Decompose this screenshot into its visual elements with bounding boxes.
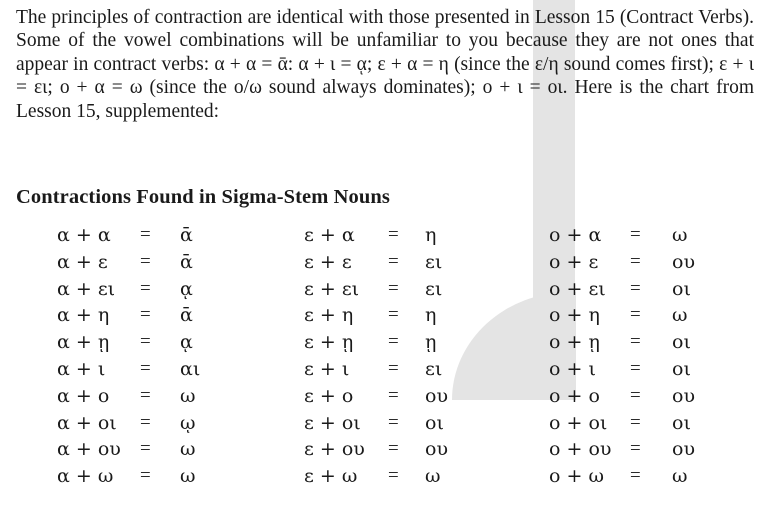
contraction-input: ο + ι	[549, 358, 596, 380]
equals-sign: =	[630, 278, 641, 299]
contraction-input: ε + οι	[304, 412, 361, 434]
contraction-result: ω	[672, 224, 688, 246]
contraction-input: α + α	[57, 224, 111, 246]
equals-sign: =	[140, 278, 151, 299]
equals-sign: =	[630, 358, 641, 379]
equals-sign: =	[140, 304, 151, 325]
contraction-result: η	[425, 224, 437, 246]
contraction-input: ο + ου	[549, 438, 612, 460]
contraction-input: ο + οι	[549, 412, 608, 434]
contraction-input: ε + ου	[304, 438, 365, 460]
equals-sign: =	[140, 412, 151, 433]
contraction-result: ου	[672, 385, 695, 407]
contraction-input: ο + α	[549, 224, 602, 246]
contraction-result: οι	[672, 278, 691, 300]
contraction-result: ῳ	[180, 412, 196, 434]
contraction-result: οι	[672, 358, 691, 380]
contraction-result: ω	[180, 438, 196, 460]
contraction-input: α + ω	[57, 465, 114, 487]
equals-sign: =	[388, 331, 399, 352]
contraction-input: ε + ω	[304, 465, 358, 487]
contraction-input: α + ε	[57, 251, 108, 273]
equals-sign: =	[140, 358, 151, 379]
equals-sign: =	[140, 331, 151, 352]
equals-sign: =	[630, 224, 641, 245]
equals-sign: =	[630, 438, 641, 459]
contraction-input: ε + ι	[304, 358, 350, 380]
contraction-result: ει	[425, 278, 443, 300]
contraction-input: ε + α	[304, 224, 355, 246]
contraction-input: ο + ω	[549, 465, 604, 487]
contraction-input: ο + η	[549, 304, 600, 326]
contraction-input: ο + ῃ	[549, 331, 600, 353]
contraction-input: α + ει	[57, 278, 116, 300]
chart-heading: Contractions Found in Sigma-Stem Nouns	[16, 186, 390, 208]
equals-sign: =	[630, 251, 641, 272]
equals-sign: =	[388, 412, 399, 433]
equals-sign: =	[388, 224, 399, 245]
equals-sign: =	[140, 438, 151, 459]
equals-sign: =	[388, 251, 399, 272]
equals-sign: =	[388, 278, 399, 299]
equals-sign: =	[388, 358, 399, 379]
equals-sign: =	[388, 385, 399, 406]
contraction-result: ου	[425, 385, 448, 407]
equals-sign: =	[140, 385, 151, 406]
equals-sign: =	[630, 331, 641, 352]
contraction-result: ᾱ	[180, 224, 193, 246]
contraction-input: ε + ε	[304, 251, 352, 273]
contraction-result: ᾱ	[180, 251, 193, 273]
contraction-result: ου	[425, 438, 448, 460]
contraction-result: ω	[425, 465, 441, 487]
contraction-input: ε + η	[304, 304, 354, 326]
contraction-result: ᾱ	[180, 304, 193, 326]
contraction-result: ου	[672, 251, 695, 273]
equals-sign: =	[630, 465, 641, 486]
contraction-result: οι	[425, 412, 444, 434]
contraction-input: ε + ῃ	[304, 331, 354, 353]
equals-sign: =	[140, 251, 151, 272]
equals-sign: =	[140, 465, 151, 486]
equals-sign: =	[388, 438, 399, 459]
contraction-input: α + ου	[57, 438, 121, 460]
contraction-input: α + ῃ	[57, 331, 110, 353]
contraction-input: ο + ει	[549, 278, 606, 300]
contraction-result: αι	[180, 358, 201, 380]
equals-sign: =	[140, 224, 151, 245]
contraction-input: ε + ο	[304, 385, 354, 407]
contraction-input: α + ι	[57, 358, 106, 380]
contraction-result: ω	[672, 465, 688, 487]
contraction-result: ῃ	[425, 331, 437, 353]
equals-sign: =	[388, 304, 399, 325]
contraction-result: ᾳ	[180, 278, 193, 300]
contraction-input: α + ο	[57, 385, 110, 407]
contraction-result: οι	[672, 331, 691, 353]
contraction-result: ου	[672, 438, 695, 460]
contraction-input: ο + ε	[549, 251, 599, 273]
equals-sign: =	[630, 385, 641, 406]
equals-sign: =	[630, 412, 641, 433]
equals-sign: =	[630, 304, 641, 325]
contraction-result: οι	[672, 412, 691, 434]
contraction-result: ω	[180, 465, 196, 487]
contraction-input: ο + ο	[549, 385, 600, 407]
contraction-input: ε + ει	[304, 278, 360, 300]
contraction-input: α + οι	[57, 412, 117, 434]
contraction-result: ει	[425, 358, 443, 380]
contraction-input: α + η	[57, 304, 110, 326]
contraction-result: ω	[180, 385, 196, 407]
contraction-result: η	[425, 304, 437, 326]
contraction-result: ω	[672, 304, 688, 326]
equals-sign: =	[388, 465, 399, 486]
contraction-result: ᾳ	[180, 331, 193, 353]
intro-paragraph: The principles of contraction are identical with those presented in Lesson 15 (Contract Verbs). Some of the vowel combinations will be unfamiliar to you because they are not ones that appear in contract verbs: α + α = ᾱ: α + ι = ᾳ; ε + α = η (since the ε/η sound comes first); ε + ι = ει; ο + α = ω (since the ο/ω sound always dominates); ο + ι = οι. Here is the chart from Lesson 15, supplemented:	[16, 7, 754, 122]
contraction-result: ει	[425, 251, 443, 273]
